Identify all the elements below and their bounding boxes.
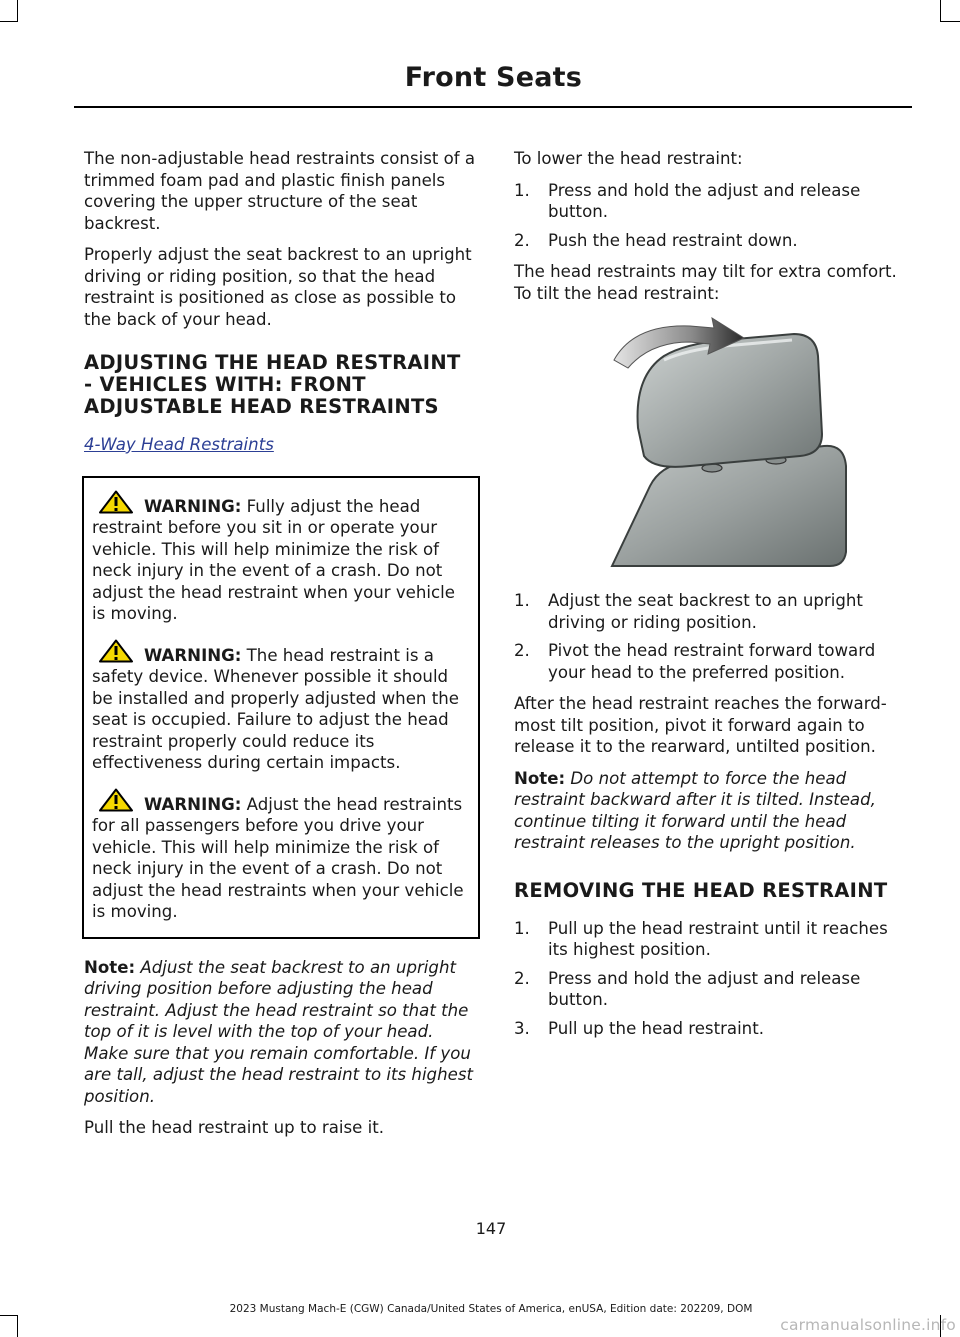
note-text: Do not attempt to force the head restraint backward after it is tilted. Instead, continue tilting it forward until the head restraint releases to the upright position. [514,768,876,852]
warning-item [92,788,470,923]
list-item [514,590,910,633]
warning-triangle-icon [98,788,134,812]
list-item [514,1018,910,1040]
lower-intro: To lower the head restraint: [514,149,743,168]
warning-text: Fully adjust the head restraint before you sit in or operate your vehicle. This will help minimize the risk of neck injury in the event of a crash. Do not adjust the head restraint when your vehicle is moving. [92,496,455,623]
lower-steps [514,180,910,252]
intro-paragraph: The non-adjustable head restraints consist of a trimmed foam pad and plastic finish panels covering the upper structure of the seat backrest. [84,149,476,233]
list-item [514,640,910,683]
head-restraint-tilt-illustration [594,316,850,574]
crop-mark [17,0,18,22]
list-item [514,918,910,961]
list-item [514,180,910,223]
list-item [514,230,910,252]
step-text: Pivot the head restraint forward toward your head to the preferred position. [548,641,876,682]
after-tilt-paragraph: After the head restraint reaches the forward-most tilt position, pivot it forward again to release it to the rearward, untilted position. [514,694,887,756]
step-text: Pull up the head restraint until it reaches its highest position. [548,918,888,959]
note-paragraph [514,768,910,854]
remove-steps [514,918,910,1040]
left-column [84,148,476,1149]
raise-instruction: Pull the head restraint up to raise it. [84,1118,385,1137]
warning-triangle-icon [98,639,134,663]
step-number: 3. [514,1018,530,1038]
step-number: 2. [514,641,530,660]
list-item [514,968,910,1011]
tilt-intro: The head restraints may tilt for extra comfort. To tilt the head restraint: [514,262,897,303]
step-text: Push the head restraint down. [548,230,798,250]
step-number: 1. [514,591,530,610]
tilt-steps [514,590,910,683]
warning-text: The head restraint is a safety device. Whenever possible it should be installed and properly adjusted when the seat is occupied. Failure to adjust the head restraint properly could reduce its effectiveness during certain impacts. [92,645,459,772]
header-rule [74,106,912,108]
right-column [514,148,910,1049]
step-text: Press and hold the adjust and release button. [548,968,861,1009]
section-heading: ADJUSTING THE HEAD RESTRAINT - VEHICLES WITH: FRONT ADJUSTABLE HEAD RESTRAINTS [84,351,461,418]
step-number: 2. [514,968,530,988]
note-paragraph [84,957,476,1108]
warning-triangle-icon [98,490,134,514]
step-text: Press and hold the adjust and release button. [548,180,861,221]
step-text: Adjust the seat backrest to an upright driving or riding position. [548,591,863,632]
warning-label: WARNING: [144,496,242,516]
warning-item [92,490,470,625]
warning-label: WARNING: [144,645,242,665]
step-number: 2. [514,230,530,250]
section-heading: REMOVING THE HEAD RESTRAINT [514,878,888,902]
page-number: 147 [475,1219,507,1238]
note-label: Note: [514,768,566,788]
crop-mark [940,0,941,22]
step-number: 1. [514,918,530,938]
note-label: Note: [84,957,136,977]
cross-reference-link[interactable]: 4-Way Head Restraints [84,435,274,454]
warning-item [92,639,470,774]
page-title: Front Seats [404,62,582,93]
warning-text: Adjust the head restraints for all passengers before you drive your vehicle. This will help minimize the risk of neck injury in the event of a crash. Do not adjust the head restraints when your vehicle is moving. [92,794,464,921]
crop-mark [0,1315,18,1316]
warning-label: WARNING: [144,794,242,814]
warning-box [82,476,480,939]
step-number: 1. [514,180,530,200]
footer-edition-info: 2023 Mustang Mach-E (CGW) Canada/United States of America, enUSA, Edition date: 202209, DOM [229,1303,753,1315]
crop-mark [0,21,18,22]
step-text: Pull up the head restraint. [548,1018,764,1038]
watermark: carmanualsonline.info [780,1316,956,1334]
intro-paragraph: Properly adjust the seat backrest to an upright driving or riding position, so that the head restraint is positioned as close as possible to the back of your head. [84,245,472,329]
crop-mark [940,21,960,22]
note-text: Adjust the seat backrest to an upright driving position before adjusting the head restraint. Adjust the head restraint so that the top of it is level with the top of your head. Make sure that you remain comfortable. If you are tall, adjust the head restraint to its highest position. [84,957,473,1106]
crop-mark [17,1315,18,1337]
